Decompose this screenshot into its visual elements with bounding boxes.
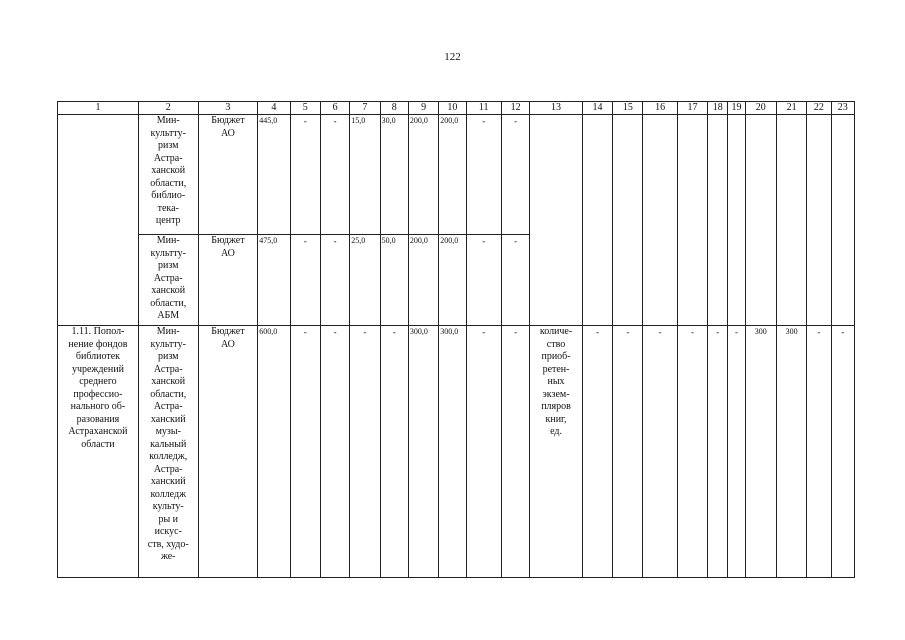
value-cell: - [466, 326, 501, 578]
value-cell: - [350, 326, 380, 578]
column-header: 1 [58, 102, 139, 115]
source-cell: Бюджет АО [198, 235, 258, 326]
executor-cell: Мин- культту- ризм Астра- ханской области, Астра- ханский музы- кальный колледж, Астра- ханский колледж культу- ры и искус- ств, худо- же- [138, 326, 198, 578]
value-cell: - [466, 235, 501, 326]
column-header: 9 [408, 102, 438, 115]
column-header: 14 [582, 102, 612, 115]
source-cell: Бюджет АО [198, 115, 258, 235]
column-header: 4 [258, 102, 290, 115]
value-cell [728, 115, 745, 326]
value-cell: 200,0 [408, 115, 438, 235]
value-cell: 300,0 [439, 326, 466, 578]
value-cell [613, 115, 643, 326]
header-row [58, 102, 855, 115]
value-cell: - [677, 326, 707, 578]
event-cell [58, 115, 139, 326]
indicator-cell [530, 115, 583, 326]
value-cell: - [290, 235, 320, 326]
column-header: 18 [708, 102, 728, 115]
value-cell: - [320, 115, 349, 235]
column-header: 13 [530, 102, 583, 115]
value-cell: - [320, 235, 349, 326]
table-row [58, 326, 855, 578]
value-cell: - [643, 326, 677, 578]
column-header: 5 [290, 102, 320, 115]
column-header: 19 [728, 102, 745, 115]
value-cell: 25,0 [350, 235, 380, 326]
value-cell: 200,0 [439, 235, 466, 326]
value-cell: 200,0 [408, 235, 438, 326]
column-header: 6 [320, 102, 349, 115]
value-cell: 475,0 [258, 235, 290, 326]
value-cell: 200,0 [439, 115, 466, 235]
value-cell: - [501, 115, 529, 235]
value-cell: - [708, 326, 728, 578]
executor-cell: Мин- культту- ризм Астра- ханской области, АБМ [138, 235, 198, 326]
value-cell: - [290, 326, 320, 578]
table-row [58, 115, 855, 235]
value-cell: 50,0 [380, 235, 408, 326]
column-header: 10 [439, 102, 466, 115]
executor-cell: Мин- культту- ризм Астра- ханской области, библио- тека- центр [138, 115, 198, 235]
column-header: 3 [198, 102, 258, 115]
value-cell: 30,0 [380, 115, 408, 235]
column-header: 11 [466, 102, 501, 115]
column-header: 21 [776, 102, 806, 115]
value-cell: 300,0 [408, 326, 438, 578]
data-table [57, 101, 855, 578]
column-header: 23 [831, 102, 854, 115]
value-cell: - [807, 326, 831, 578]
column-header: 7 [350, 102, 380, 115]
value-cell: - [380, 326, 408, 578]
indicator-cell: количе- ство приоб- ретен- ных экзем- пляров книг, ед. [530, 326, 583, 578]
value-cell: 300 [745, 326, 776, 578]
value-cell: - [466, 115, 501, 235]
column-header: 16 [643, 102, 677, 115]
column-header: 8 [380, 102, 408, 115]
event-cell: 1.11. Попол- нение фондов библиотек учреждений среднего профессио- нального об- разования Астраханской области [58, 326, 139, 578]
value-cell [582, 115, 612, 326]
value-cell [807, 115, 831, 326]
value-cell: 600,0 [258, 326, 290, 578]
column-header: 15 [613, 102, 643, 115]
column-header: 22 [807, 102, 831, 115]
column-header: 20 [745, 102, 776, 115]
value-cell: - [582, 326, 612, 578]
column-header: 17 [677, 102, 707, 115]
column-header: 12 [501, 102, 529, 115]
value-cell [776, 115, 806, 326]
value-cell [831, 115, 854, 326]
value-cell [677, 115, 707, 326]
value-cell: - [831, 326, 854, 578]
value-cell: - [728, 326, 745, 578]
value-cell [708, 115, 728, 326]
page-number: 122 [444, 51, 461, 63]
value-cell: 300 [776, 326, 806, 578]
column-header: 2 [138, 102, 198, 115]
value-cell: 15,0 [350, 115, 380, 235]
value-cell: - [501, 326, 529, 578]
value-cell [643, 115, 677, 326]
value-cell: 445,0 [258, 115, 290, 235]
value-cell: - [613, 326, 643, 578]
value-cell [745, 115, 776, 326]
value-cell: - [501, 235, 529, 326]
value-cell: - [290, 115, 320, 235]
value-cell: - [320, 326, 349, 578]
source-cell: Бюджет АО [198, 326, 258, 578]
